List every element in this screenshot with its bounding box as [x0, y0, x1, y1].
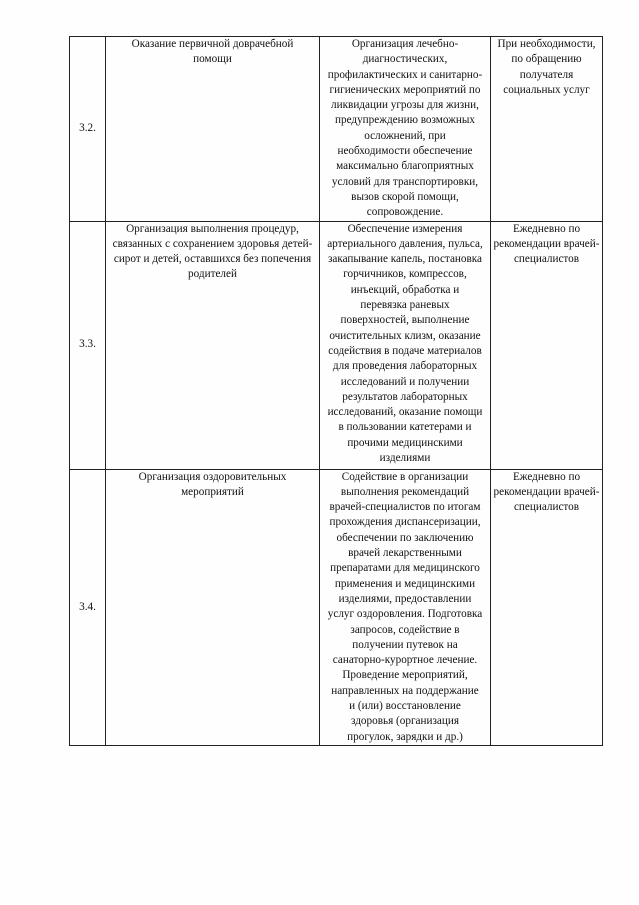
table-row [70, 469, 603, 745]
item-number: 3.2. [70, 37, 106, 222]
social-services-table [69, 36, 603, 746]
item-number: 3.3. [70, 221, 106, 469]
service-name: Оказание первичной доврачебной помощи [106, 37, 320, 222]
service-term: Ежедневно по рекомендации врачей- специалистов [491, 469, 603, 745]
table-row [70, 37, 603, 222]
service-description: Содействие в организации выполнения рекомендаций врачей-специалистов по итогам прохождения диспансеризации, обеспечении по заключению врачей лекарственными препаратами для медицинского применения и медицинскими изделиями, предоставлении услуг оздоровления. Подготовка запросов, содействие в получении путевок на санаторно-курортное лечение. Проведение мероприятий, направленных на поддержание и (или) восстановление здоровья (организация прогулок, зарядки и др.) [320, 469, 491, 745]
service-name: Организация выполнения процедур, связанных с сохранением здоровья детей- сирот и детей, оставшихся без попечения родителей [106, 221, 320, 469]
service-term: При необходимости, по обращению получателя социальных услуг [491, 37, 603, 222]
service-description: Организация лечебно- диагностических, профилактических и санитарно- гигиенических мероприятий по ликвидации угрозы для жизни, предупреждению возможных осложнений, при необходимости обеспечение максимально благоприятных условий для транспортировки, вызов скорой помощи, сопровождение. [320, 37, 491, 222]
table-row [70, 221, 603, 469]
service-name: Организация оздоровительных мероприятий [106, 469, 320, 745]
item-number: 3.4. [70, 469, 106, 745]
service-description: Обеспечение измерения артериального давления, пульса, закапывание капель, постановка горчичников, компрессов, инъекций, обработка и перевязка раневых поверхностей, выполнение очистительных клизм, оказание содействия в подаче материалов для проведения лабораторных исследований и получении результатов лабораторных исследований, оказание помощи в пользовании катетерами и прочими медицинскими изделиями [320, 221, 491, 469]
service-term: Ежедневно по рекомендации врачей- специалистов [491, 221, 603, 469]
